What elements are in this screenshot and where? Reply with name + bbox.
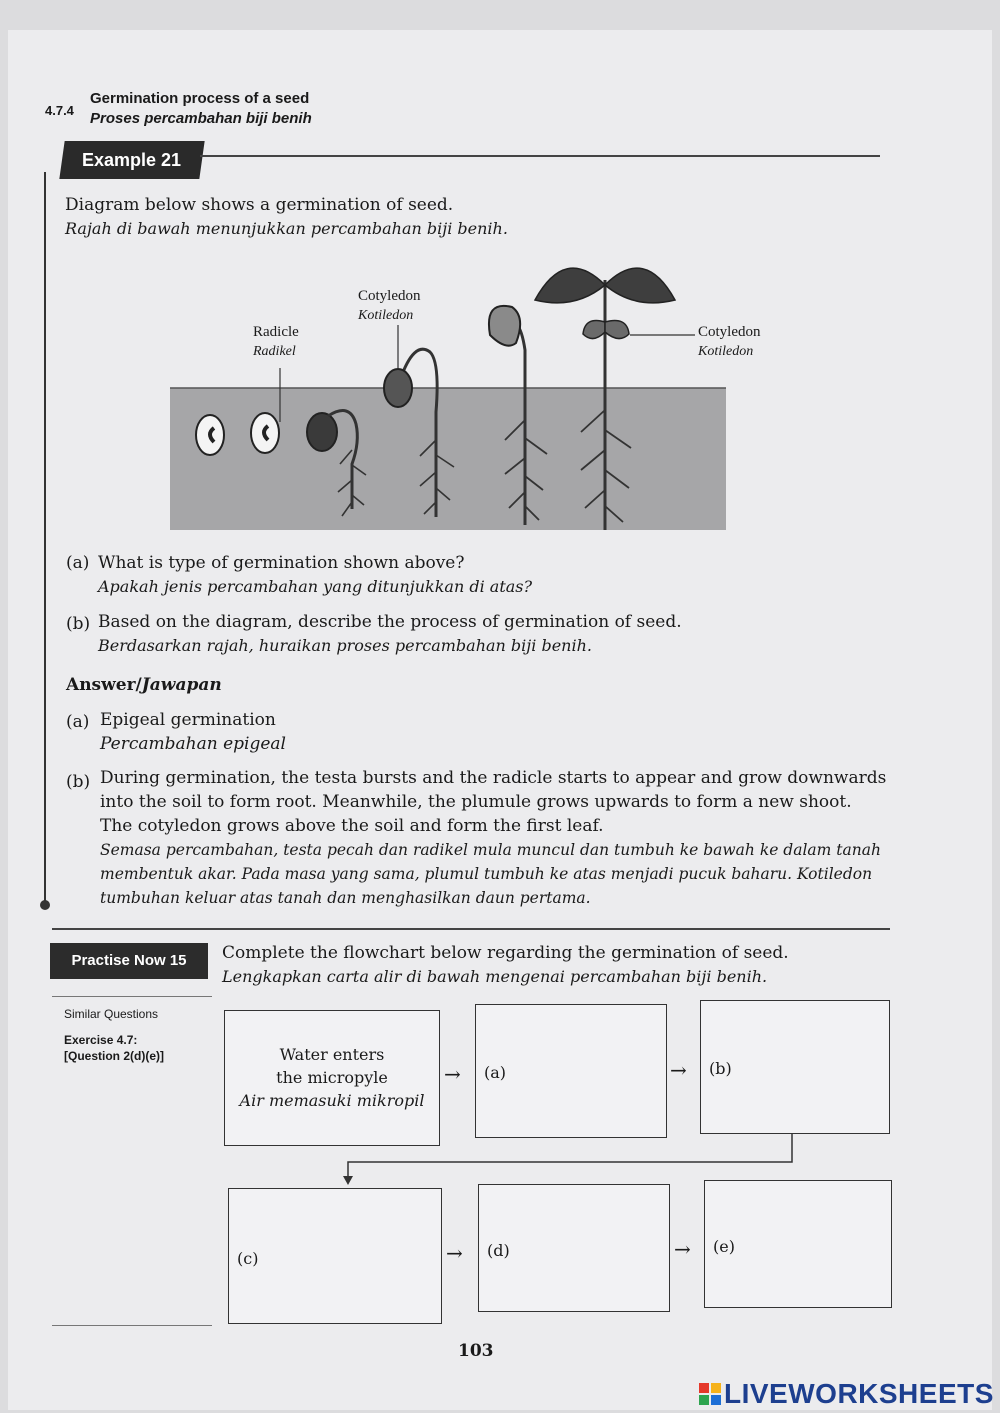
label-cotyledon-2-ms: Kotiledon	[698, 344, 754, 359]
answer-heading: Answer/Jawapan	[66, 675, 222, 695]
seed-stage-1	[196, 415, 224, 455]
similar-title: Similar Questions	[64, 1007, 159, 1021]
similar-rule-bottom	[52, 1325, 212, 1326]
example-top-rule	[200, 155, 880, 157]
similar-questions	[64, 1006, 164, 1064]
flow-start-ms: Air memasuki mikropil	[239, 1091, 425, 1110]
example-left-rule	[44, 172, 46, 907]
section-number: 4.7.4	[45, 103, 74, 118]
answer-b-ms-1: Semasa percambahan, testa pecah dan radikel mula muncul dan tumbuh ke bawah ke dalam tanah	[100, 841, 881, 859]
section-title-ms: Proses percambahan biji benih	[90, 110, 312, 127]
example-label: Example 21	[59, 141, 204, 179]
blank-a-label: (a)	[484, 1063, 507, 1082]
answer-b-en-1: During germination, the testa bursts and the radicle starts to appear and grow downwards	[100, 768, 887, 788]
flow-arrow-4: →	[674, 1237, 691, 1261]
flow-arrow-3: →	[446, 1241, 463, 1265]
blank-d-label: (d)	[487, 1241, 510, 1260]
section-title	[90, 89, 312, 129]
answer-a-ms: Percambahan epigeal	[100, 734, 286, 754]
flow-box-start	[224, 1010, 440, 1146]
flow-arrow-1: →	[444, 1062, 461, 1086]
flow-arrow-2: →	[670, 1058, 687, 1082]
similar-ref-2: [Question 2(d)(e)]	[64, 1049, 164, 1063]
answer-a-marker: (a)	[66, 712, 90, 732]
practise-label: Practise Now 15	[50, 943, 208, 979]
germination-diagram	[160, 240, 780, 540]
practise-top-rule	[52, 928, 890, 930]
example-intro-en: Diagram below shows a germination of seed.	[65, 195, 454, 215]
question-a-marker: (a)	[66, 553, 90, 573]
flow-box-e[interactable]	[704, 1180, 892, 1308]
practise-instruction-ms: Lengkapkan carta alir di bawah mengenai percambahan biji benih.	[222, 967, 768, 986]
question-b-en: Based on the diagram, describe the process of germination of seed.	[98, 612, 682, 632]
answer-a-en: Epigeal germination	[100, 710, 276, 730]
label-radicle-en: Radicle	[253, 324, 299, 340]
page-number: 103	[458, 1341, 494, 1361]
label-cotyledon-1-ms: Kotiledon	[358, 308, 414, 323]
answer-b-marker: (b)	[66, 772, 91, 792]
label-cotyledon-2-en: Cotyledon	[698, 324, 761, 340]
flow-start-en-2: the micropyle	[276, 1068, 388, 1087]
question-b-marker: (b)	[66, 614, 91, 634]
answer-b-en-3: The cotyledon grows above the soil and form the first leaf.	[100, 816, 604, 836]
answer-b-ms-2: membentuk akar. Pada masa yang sama, plumul tumbuh ke atas menjadi pucuk baharu. Kotiledon	[100, 865, 873, 883]
flow-box-c[interactable]	[228, 1188, 442, 1324]
flow-connector	[340, 1134, 800, 1186]
flow-box-d[interactable]	[478, 1184, 670, 1312]
blank-e-label: (e)	[713, 1237, 735, 1256]
label-radicle-ms: Radikel	[253, 344, 296, 359]
flow-box-b[interactable]	[700, 1000, 890, 1134]
label-cotyledon-1-en: Cotyledon	[358, 288, 421, 304]
flow-box-a[interactable]	[475, 1004, 667, 1138]
question-b-ms: Berdasarkan rajah, huraikan proses percambahan biji benih.	[98, 636, 592, 655]
practise-instruction-en: Complete the flowchart below regarding the germination of seed.	[222, 943, 789, 963]
liveworksheets-logo-icon	[699, 1383, 721, 1405]
question-a-en: What is type of germination shown above?	[98, 553, 465, 573]
blank-b-label: (b)	[709, 1059, 732, 1078]
answer-b-en-2: into the soil to form root. Meanwhile, the plumule grows upwards to form a new shoot.	[100, 792, 852, 812]
similar-rule-top	[52, 996, 212, 997]
example-intro-ms: Rajah di bawah menunjukkan percambahan biji benih.	[65, 219, 508, 238]
section-title-en: Germination process of a seed	[90, 90, 310, 107]
similar-ref-1: Exercise 4.7:	[64, 1033, 138, 1047]
answer-b-ms-3: tumbuhan keluar atas tanah dan menghasilkan daun pertama.	[100, 889, 591, 907]
soil	[170, 388, 726, 530]
blank-c-label: (c)	[237, 1249, 259, 1268]
flow-start-en-1: Water enters	[279, 1045, 385, 1064]
question-a-ms: Apakah jenis percambahan yang ditunjukkan di atas?	[98, 577, 533, 596]
watermark-text: LIVEWORKSHEETS	[724, 1378, 994, 1409]
rule-end-dot	[40, 900, 50, 910]
